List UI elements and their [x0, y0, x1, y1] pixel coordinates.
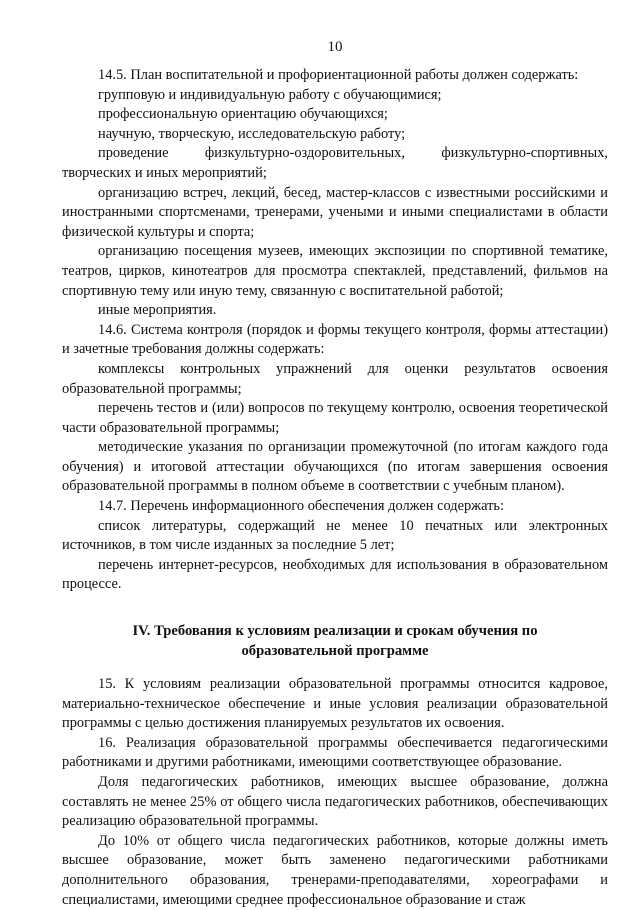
paragraph-14-6-intro: 14.6. Система контроля (порядок и формы текущего контроля, формы аттестации) и зачетные требования должны содержать:	[62, 321, 608, 358]
list-item-internet-resources: перечень интернет-ресурсов, необходимых для использования в образовательном процессе.	[62, 556, 608, 593]
list-item-group-work: групповую и индивидуальную работу с обучающимися;	[98, 86, 442, 103]
list-item-career-guidance: профессиональную ориентацию обучающихся;	[98, 106, 388, 123]
paragraph-staff-share: Доля педагогических работников, имеющих высшее образование, должна составлять не менее 25% от общего числа педагогических работников, обеспечивающих реализацию образовательной программы.	[62, 774, 608, 830]
paragraph-14-5-intro: 14.5. План воспитательной и профориентационной работы должен содержать:	[98, 67, 579, 83]
section-14-body	[62, 66, 608, 595]
page-number: 10	[327, 39, 343, 55]
list-item-control-exercises: комплексы контрольных упражнений для оценки результатов освоения образовательной программы;	[62, 360, 608, 397]
paragraph-staff-replacement: До 10% от общего числа педагогических работников, которые должны иметь высшее образование, может быть заменено педагогическими работниками дополнительного образования, тренерами-преподавателями, хореографами и специалистами, имеющими среднее профессиональное образование и стаж	[62, 832, 608, 908]
paragraph-16: 16. Реализация образовательной программы обеспечивается педагогическими работниками и другими работниками, имеющими соответствующее образование.	[62, 734, 608, 771]
list-item-meetings: организацию встреч, лекций, бесед, мастер-классов с известными российскими и иностранными спортсменами, тренерами, учеными и иными специалистами в области физической культуры и спорта;	[62, 184, 608, 240]
list-item-other-events: иные мероприятия.	[98, 302, 217, 319]
list-item-sports-events: проведение физкультурно-оздоровительных, физкультурно-спортивных, творческих и иных мероприятий;	[62, 145, 608, 181]
list-item-research-work: научную, творческую, исследовательскую работу;	[98, 125, 406, 142]
list-item-museum-visits: организацию посещения музеев, имеющих экспозиции по спортивной тематике, театров, цирков, кинотеатров для просмотра спектаклей, представлений, фильмов на спортивную тему или иную тему, связанную с воспитательной работой;	[62, 243, 608, 299]
section-iv-heading: IV. Требования к условиям реализации и срокам обучения по образовательной программе	[132, 623, 538, 660]
paragraph-15: 15. К условиям реализации образовательной программы относится кадровое, материально-техническое обеспечение и иные условия реализации образовательной программы с целью достижения планируемых результатов их освоения.	[62, 676, 608, 732]
paragraph-14-7-intro: 14.7. Перечень информационного обеспечения должен содержать:	[98, 498, 504, 515]
list-item-tests-list: перечень тестов и (или) вопросов по текущему контролю, освоения теоретической части образовательной программы;	[62, 400, 608, 436]
list-item-methodical-guidelines: методические указания по организации промежуточной (по итогам каждого года обучения) и итоговой аттестации обучающихся (по итогам завершения освоения образовательной программы в полном объеме в соответствии с учебным планом).	[62, 439, 608, 495]
section-iv-body	[62, 675, 608, 910]
list-item-literature: список литературы, содержащий не менее 10 печатных или электронных источников, в том числе изданных за последние 5 лет;	[62, 517, 608, 554]
